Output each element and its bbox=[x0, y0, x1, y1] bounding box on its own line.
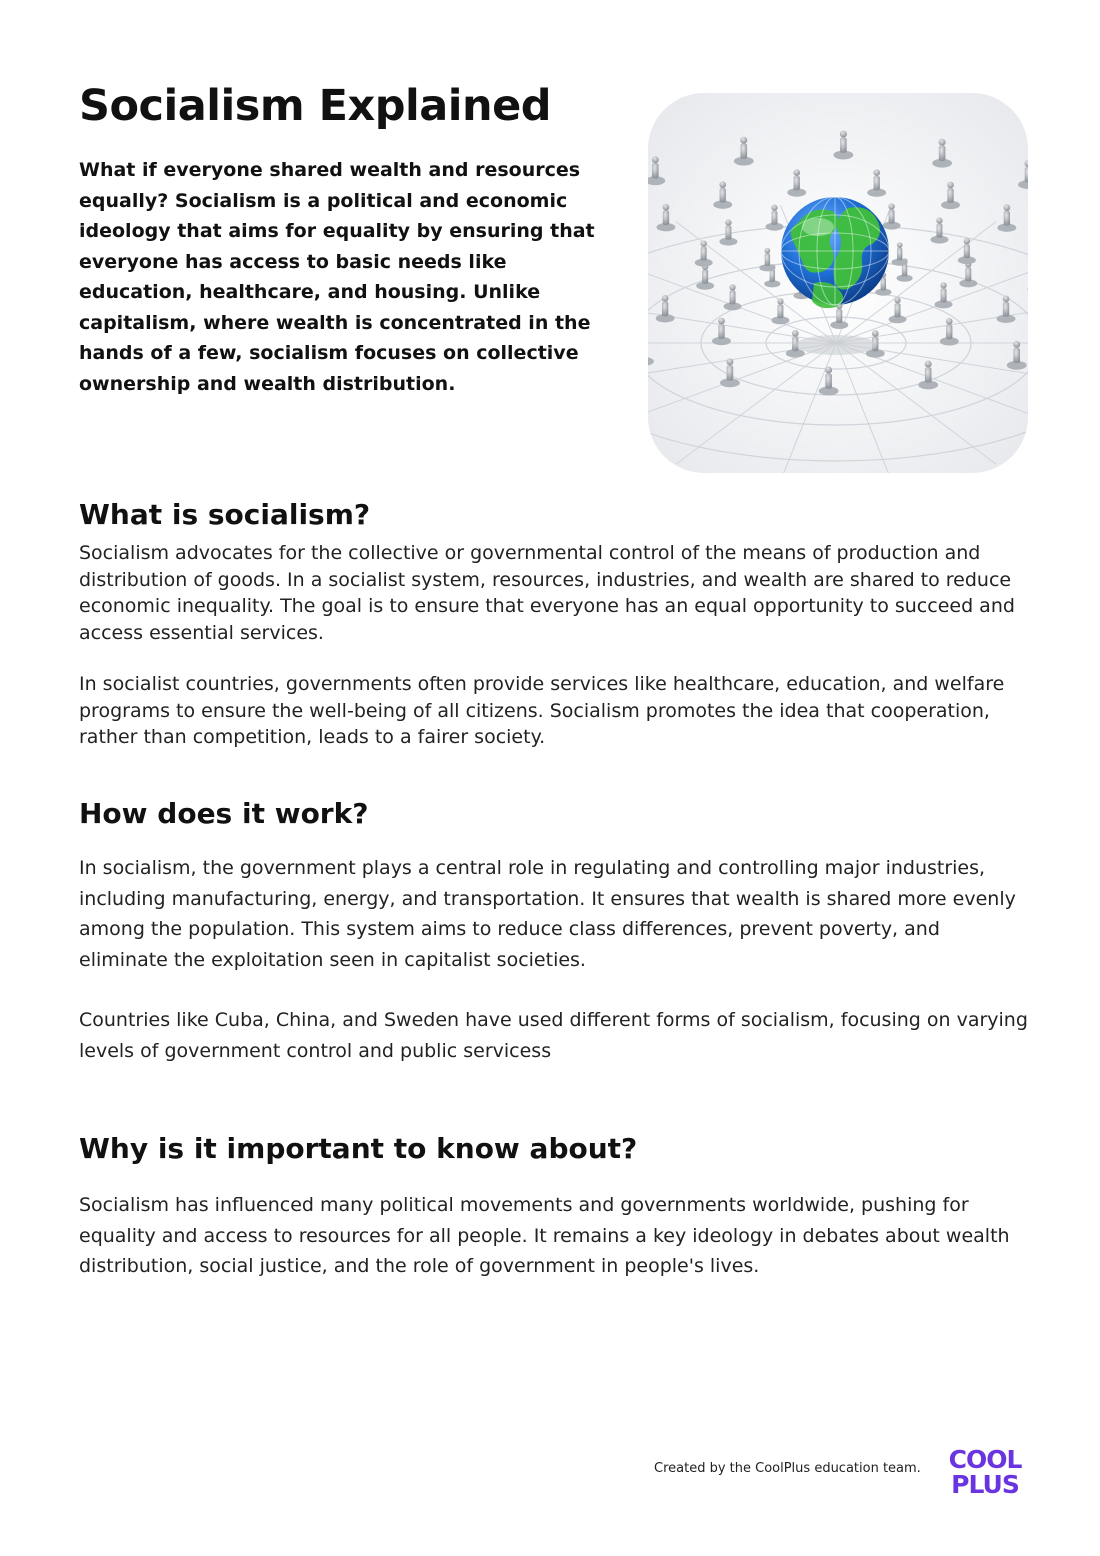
section-what-paragraph-1: Socialism advocates for the collective or governmental control of the means of production and distribution of goods. In a socialist system, resources, industries, and wealth are shared to reduce economic inequality. The goal is to ensure that everyone has an equal opportunity to succeed and access essential services. bbox=[79, 542, 1015, 644]
hero-image bbox=[648, 93, 1028, 473]
section-how-paragraph-1: In socialism, the government plays a central role in regulating and controlling major industries, including manufacturing, energy, and transportation. It ensures that wealth is shared more evenly among the population. This system aims to reduce class differences, prevent poverty, and eliminate the exploitation seen in capitalist societies. bbox=[79, 857, 1016, 971]
footer-credit: Created by the CoolPlus education team. bbox=[654, 1461, 921, 1476]
section-heading-what: What is socialism? bbox=[79, 498, 371, 531]
section-why-paragraph-1: Socialism has influenced many political movements and governments worldwide, pushing for equality and access to resources for all people. It remains a key ideology in debates about wealth distribution, social justice, and the role of government in people's lives. bbox=[79, 1194, 1010, 1277]
globe-network-illustration bbox=[648, 93, 1028, 473]
page-title: Socialism Explained bbox=[79, 81, 552, 131]
logo-line-cool: COOL bbox=[948, 1445, 1022, 1474]
section-heading-why: Why is it important to know about? bbox=[79, 1132, 638, 1165]
coolplus-logo bbox=[945, 1444, 1029, 1496]
section-how-paragraph-2: Countries like Cuba, China, and Sweden have used different forms of socialism, focusing on varying levels of government control and public servicess bbox=[79, 1009, 1028, 1062]
logo-line-plus: PLUS bbox=[951, 1470, 1019, 1496]
section-heading-how: How does it work? bbox=[79, 797, 369, 830]
section-what-paragraph-2: In socialist countries, governments often provide services like healthcare, education, and welfare programs to ensure the well-being of all citizens. Socialism promotes the idea that cooperation, rather than competition, leads to a fairer society. bbox=[79, 673, 1005, 748]
intro-paragraph: What if everyone shared wealth and resources equally? Socialism is a political and economic ideology that aims for equality by ensuring that everyone has access to basic needs like education, healthcare, and housing. Unlike capitalism, where wealth is concentrated in the hands of a few, socialism focuses on collective ownership and wealth distribution. bbox=[79, 159, 595, 395]
